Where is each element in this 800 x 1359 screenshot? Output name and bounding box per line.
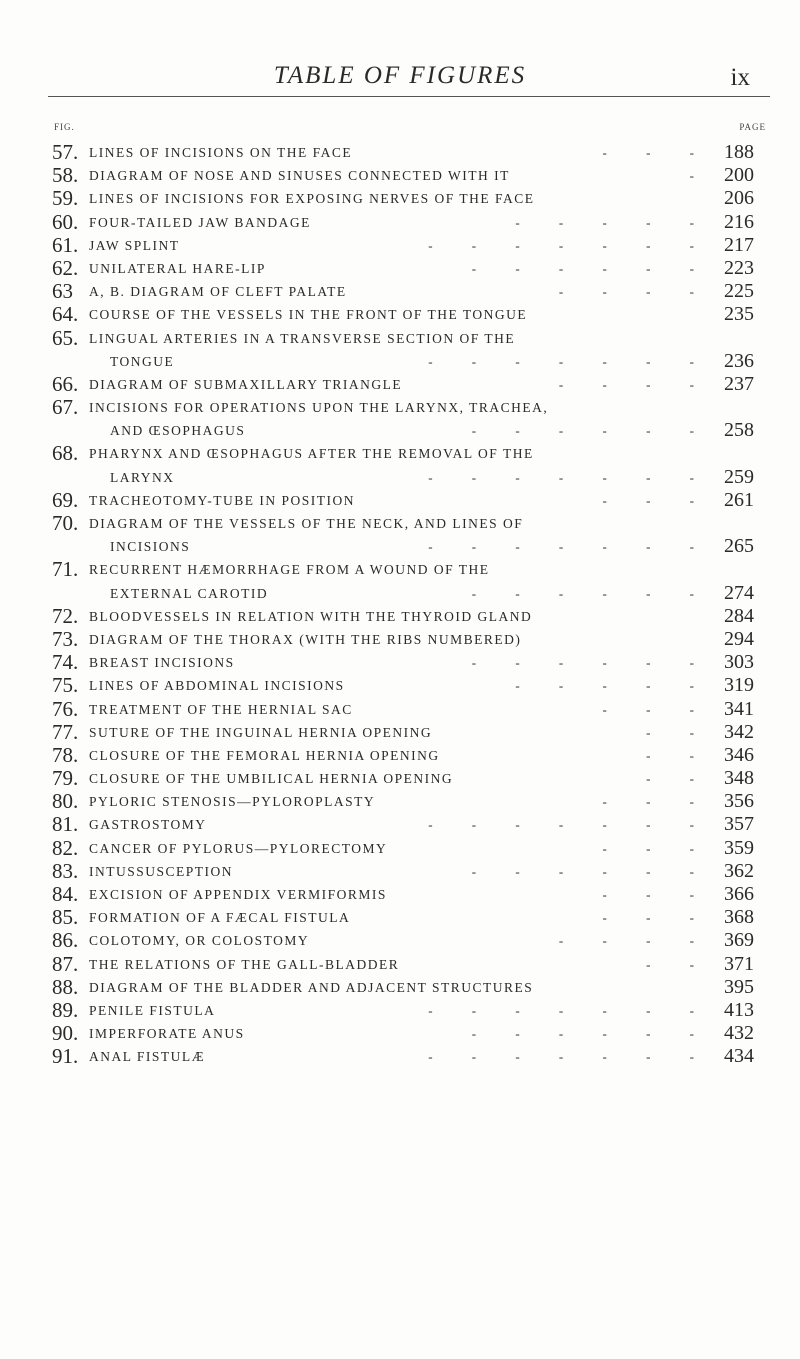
figure-number: 72. bbox=[52, 603, 79, 628]
figure-caption: UNILATERAL HARE-LIP bbox=[89, 260, 266, 276]
figure-entry bbox=[52, 698, 774, 721]
figure-entry-line bbox=[52, 535, 774, 558]
figure-entry-line bbox=[52, 953, 774, 976]
figure-caption: GASTROSTOMY bbox=[89, 817, 207, 833]
figure-number: 81. bbox=[52, 812, 79, 837]
figure-entry bbox=[52, 767, 774, 790]
figure-entry bbox=[52, 628, 774, 651]
figure-caption: DIAGRAM OF THE BLADDER AND ADJACENT STRUCTURES bbox=[89, 979, 534, 995]
figure-page-number: 216 bbox=[724, 210, 754, 233]
figure-entry bbox=[52, 605, 774, 628]
figure-entry bbox=[52, 211, 774, 234]
figure-number: 65. bbox=[52, 325, 79, 350]
figure-entry-line bbox=[52, 419, 774, 442]
figure-page-number: 303 bbox=[724, 651, 754, 674]
leader-dashes: - - - - - - bbox=[471, 863, 712, 879]
figure-caption: SUTURE OF THE INGUINAL HERNIA OPENING bbox=[89, 724, 433, 740]
figure-page-number: 217 bbox=[724, 233, 754, 256]
figure-entry-line bbox=[52, 466, 774, 489]
figure-number: 87. bbox=[52, 951, 79, 976]
figure-entry bbox=[52, 651, 774, 674]
figure-entry-line bbox=[52, 698, 774, 721]
figure-caption: TONGUE bbox=[110, 353, 175, 369]
figure-number: 62. bbox=[52, 255, 79, 280]
figure-number: 61. bbox=[52, 232, 79, 257]
figure-number: 77. bbox=[52, 719, 79, 744]
figure-caption: CANCER OF PYLORUS—PYLORECTOMY bbox=[89, 840, 388, 856]
figure-caption: TREATMENT OF THE HERNIAL SAC bbox=[89, 701, 353, 717]
figure-entry-line bbox=[52, 1045, 774, 1068]
figure-number: 64. bbox=[52, 302, 79, 327]
figure-caption: CLOSURE OF THE UMBILICAL HERNIA OPENING bbox=[89, 771, 454, 787]
leader-dashes: - - bbox=[646, 724, 712, 740]
figure-number: 85. bbox=[52, 905, 79, 930]
leader-dashes: - - - - - - bbox=[471, 423, 712, 439]
figure-number: 82. bbox=[52, 835, 79, 860]
figure-caption: AND ŒSOPHAGUS bbox=[110, 423, 246, 439]
figure-number: 79. bbox=[52, 766, 79, 791]
figure-entry bbox=[52, 327, 774, 373]
figure-caption: LINES OF INCISIONS ON THE FACE bbox=[89, 145, 353, 160]
figure-entry-line bbox=[52, 651, 774, 674]
figure-page-number: 206 bbox=[724, 187, 754, 210]
figure-caption: LINGUAL ARTERIES IN A TRANSVERSE SECTION OF THE bbox=[89, 330, 516, 346]
figure-entry bbox=[52, 489, 774, 512]
figure-page-number: 200 bbox=[724, 164, 754, 187]
figure-caption: FORMATION OF A FÆCAL FISTULA bbox=[89, 910, 351, 926]
figure-entry bbox=[52, 790, 774, 813]
figure-caption: FOUR-TAILED JAW BANDAGE bbox=[89, 214, 311, 230]
figure-entry bbox=[52, 906, 774, 929]
leader-dashes: - - - - - bbox=[515, 678, 712, 694]
figure-page-number: 188 bbox=[724, 141, 754, 163]
figure-page-number: 265 bbox=[724, 535, 754, 558]
figure-entry-line bbox=[52, 327, 774, 350]
figure-number: 58. bbox=[52, 163, 79, 188]
figure-entry-line bbox=[52, 999, 774, 1022]
leader-dashes: - - - - bbox=[558, 376, 712, 392]
figure-entry-line bbox=[52, 350, 774, 373]
page-column-heading: PAGE bbox=[739, 122, 766, 132]
figure-caption: PHARYNX AND ŒSOPHAGUS AFTER THE REMOVAL OF THE bbox=[89, 446, 534, 462]
figure-entry-line bbox=[52, 303, 774, 326]
figure-caption: TRACHEOTOMY-TUBE IN POSITION bbox=[89, 492, 355, 508]
leader-dashes: - - - - - - - bbox=[428, 353, 712, 369]
figure-page-number: 236 bbox=[724, 349, 754, 372]
figure-caption: ANAL FISTULÆ bbox=[89, 1049, 206, 1065]
figure-caption: DIAGRAM OF NOSE AND SINUSES CONNECTED WITH IT bbox=[89, 168, 510, 184]
figure-caption: JAW SPLINT bbox=[89, 237, 180, 253]
figure-entry-line bbox=[52, 767, 774, 790]
figure-entry-line bbox=[52, 721, 774, 744]
leader-dashes: - - - - - - - bbox=[428, 539, 712, 555]
figure-entry bbox=[52, 512, 774, 558]
figure-number: 75. bbox=[52, 673, 79, 698]
figure-entry-line bbox=[52, 744, 774, 767]
figure-entry-line bbox=[52, 605, 774, 628]
figure-entry bbox=[52, 744, 774, 767]
figure-entry-line bbox=[52, 164, 774, 187]
figure-page-number: 294 bbox=[724, 627, 754, 650]
figure-page-number: 319 bbox=[724, 674, 754, 697]
figure-caption: PENILE FISTULA bbox=[89, 1002, 216, 1018]
leader-dashes: - - - - - bbox=[515, 214, 712, 230]
figure-caption: DIAGRAM OF THE THORAX (WITH THE RIBS NUMBERED) bbox=[89, 631, 522, 647]
figure-caption: LARYNX bbox=[110, 469, 175, 485]
figure-entry bbox=[52, 1045, 774, 1068]
figure-page-number: 341 bbox=[724, 697, 754, 720]
figure-entry bbox=[52, 257, 774, 280]
figure-caption: LINES OF ABDOMINAL INCISIONS bbox=[89, 678, 345, 694]
figure-entry-line bbox=[52, 976, 774, 999]
running-title: TABLE OF FIGURES bbox=[273, 62, 527, 89]
figure-entry-line bbox=[52, 1022, 774, 1045]
figure-number: 90. bbox=[52, 1021, 79, 1046]
leader-dashes: - - - bbox=[602, 840, 712, 856]
figure-page-number: 223 bbox=[724, 256, 754, 279]
figure-caption: EXTERNAL CAROTID bbox=[110, 585, 269, 601]
leader-dashes: - - - - - - - bbox=[428, 469, 712, 485]
figure-entry bbox=[52, 234, 774, 257]
leader-dashes: - - - bbox=[602, 492, 712, 508]
figure-entry-line bbox=[52, 906, 774, 929]
figure-entry-line bbox=[52, 489, 774, 512]
figure-number: 68. bbox=[52, 441, 79, 466]
figure-entry-line bbox=[52, 187, 774, 210]
figure-number: 71. bbox=[52, 557, 79, 582]
figure-entry bbox=[52, 558, 774, 604]
figure-caption: EXCISION OF APPENDIX VERMIFORMIS bbox=[89, 887, 387, 902]
figure-entry-line bbox=[52, 628, 774, 651]
figure-entry bbox=[52, 141, 774, 164]
figure-page-number: 348 bbox=[724, 767, 754, 790]
figure-page-number: 434 bbox=[724, 1045, 754, 1068]
figure-page-number: 259 bbox=[724, 465, 754, 488]
figure-caption: LINES OF INCISIONS FOR EXPOSING NERVES OF THE FACE bbox=[89, 191, 535, 207]
figure-number: 66. bbox=[52, 371, 79, 396]
leader-dashes: - - - bbox=[602, 910, 712, 926]
figure-page-number: 357 bbox=[724, 813, 754, 836]
leader-dashes: - - - bbox=[602, 701, 712, 717]
fig-column-heading: FIG. bbox=[54, 122, 75, 132]
figure-entry bbox=[52, 442, 774, 488]
figure-caption: COURSE OF THE VESSELS IN THE FRONT OF THE TONGUE bbox=[89, 307, 528, 323]
figure-number: 73. bbox=[52, 626, 79, 651]
column-headings bbox=[54, 122, 770, 136]
figure-number: 69. bbox=[52, 487, 79, 512]
leader-dashes: - bbox=[689, 168, 712, 184]
figure-entry-line bbox=[52, 860, 774, 883]
figure-entry bbox=[52, 280, 774, 303]
figure-entry-line bbox=[52, 211, 774, 234]
figure-entry-line bbox=[52, 813, 774, 836]
figure-entry-line bbox=[52, 373, 774, 396]
figure-page-number: 432 bbox=[724, 1022, 754, 1045]
figure-entry-line bbox=[52, 837, 774, 860]
figure-caption: INTUSSUSCEPTION bbox=[89, 863, 234, 879]
figure-page-number: 368 bbox=[724, 906, 754, 929]
figure-page-number: 258 bbox=[724, 419, 754, 442]
figure-entry-line bbox=[52, 929, 774, 952]
figure-number: 70. bbox=[52, 511, 79, 535]
leader-dashes: - - bbox=[646, 771, 712, 787]
figure-entry bbox=[52, 187, 774, 210]
figure-caption: INCISIONS FOR OPERATIONS UPON THE LARYNX, TRACHEA, bbox=[89, 400, 549, 416]
leader-dashes: - - - - - - bbox=[471, 260, 712, 276]
figure-entry bbox=[52, 303, 774, 326]
figure-entry-line bbox=[52, 396, 774, 419]
leader-dashes: - - - - - - bbox=[471, 1026, 712, 1042]
leader-dashes: - - bbox=[646, 956, 712, 972]
page-number: ix bbox=[730, 64, 750, 91]
figure-caption: COLOTOMY, OR COLOSTOMY bbox=[89, 933, 310, 949]
figure-number: 59. bbox=[52, 186, 79, 211]
figure-page-number: 274 bbox=[724, 581, 754, 604]
leader-dashes: - - - - - - - bbox=[428, 1002, 712, 1018]
figure-number: 86. bbox=[52, 928, 79, 953]
figure-entry-line bbox=[52, 257, 774, 280]
figure-number: 80. bbox=[52, 789, 79, 814]
figure-page-number: 261 bbox=[724, 488, 754, 511]
leader-dashes: - - - - - - bbox=[471, 655, 712, 671]
figure-entry-line bbox=[52, 674, 774, 697]
leader-dashes: - - - - bbox=[558, 933, 712, 949]
figure-entry-line bbox=[52, 582, 774, 605]
figure-entry bbox=[52, 164, 774, 187]
figure-caption: BLOODVESSELS IN RELATION WITH THE THYROID GLAND bbox=[89, 608, 533, 624]
figure-entry bbox=[52, 373, 774, 396]
figure-page-number: 395 bbox=[724, 975, 754, 998]
figure-entry bbox=[52, 883, 774, 906]
figure-number: 89. bbox=[52, 997, 79, 1022]
figure-page-number: 371 bbox=[724, 952, 754, 975]
figure-number: 60. bbox=[52, 209, 79, 234]
figure-caption: DIAGRAM OF SUBMAXILLARY TRIANGLE bbox=[89, 376, 403, 392]
figure-entry-line bbox=[52, 512, 774, 535]
figure-entry-line bbox=[52, 234, 774, 257]
figure-entry bbox=[52, 976, 774, 999]
figure-entry bbox=[52, 929, 774, 952]
figure-entry-line bbox=[52, 883, 774, 906]
figure-page-number: 237 bbox=[724, 372, 754, 395]
figure-page-number: 413 bbox=[724, 998, 754, 1021]
figure-entry bbox=[52, 674, 774, 697]
figure-caption: THE RELATIONS OF THE GALL-BLADDER bbox=[89, 956, 400, 972]
figure-caption: PYLORIC STENOSIS—PYLOROPLASTY bbox=[89, 794, 376, 810]
figure-page-number: 284 bbox=[724, 604, 754, 627]
page-header bbox=[0, 62, 800, 102]
figure-page-number: 342 bbox=[724, 720, 754, 743]
figure-caption: CLOSURE OF THE FEMORAL HERNIA OPENING bbox=[89, 747, 440, 763]
leader-dashes: - - - - - - bbox=[471, 585, 712, 601]
figure-entry-line bbox=[52, 558, 774, 581]
figure-page-number: 369 bbox=[724, 929, 754, 952]
figure-entry-line bbox=[52, 442, 774, 465]
figure-number: 63 bbox=[52, 279, 73, 304]
figure-page-number: 362 bbox=[724, 859, 754, 882]
figure-caption: BREAST INCISIONS bbox=[89, 655, 235, 671]
leader-dashes: - - - - - - - bbox=[428, 1049, 712, 1065]
header-rule bbox=[48, 96, 770, 97]
figure-entry bbox=[52, 813, 774, 836]
leader-dashes: - - - - - - - bbox=[428, 817, 712, 833]
figure-entry bbox=[52, 860, 774, 883]
figure-caption: A, B. DIAGRAM OF CLEFT PALATE bbox=[89, 284, 347, 300]
figure-page-number: 346 bbox=[724, 743, 754, 766]
figure-number: 88. bbox=[52, 974, 79, 999]
figure-number: 74. bbox=[52, 650, 79, 675]
figure-entry-line bbox=[52, 790, 774, 813]
leader-dashes: - - - - - - - bbox=[428, 237, 712, 253]
figure-number: 76. bbox=[52, 696, 79, 721]
figure-entry bbox=[52, 396, 774, 442]
figure-entry bbox=[52, 837, 774, 860]
figure-entry bbox=[52, 953, 774, 976]
figure-page-number: 225 bbox=[724, 280, 754, 303]
figure-caption: RECURRENT HÆMORRHAGE FROM A WOUND OF THE bbox=[89, 562, 490, 578]
figure-list bbox=[52, 141, 774, 1069]
figure-entry bbox=[52, 721, 774, 744]
figure-number: 57. bbox=[52, 140, 79, 164]
figure-caption: DIAGRAM OF THE VESSELS OF THE NECK, AND LINES OF bbox=[89, 516, 524, 531]
figure-page-number: 366 bbox=[724, 883, 754, 905]
figure-number: 78. bbox=[52, 742, 79, 767]
figure-entry bbox=[52, 1022, 774, 1045]
leader-dashes: - - - bbox=[602, 794, 712, 810]
leader-dashes: - - bbox=[646, 747, 712, 763]
leader-dashes: - - - bbox=[602, 887, 712, 902]
leader-dashes: - - - bbox=[602, 145, 712, 160]
figure-entry-line bbox=[52, 141, 774, 164]
figure-page-number: 235 bbox=[724, 303, 754, 326]
figure-page-number: 359 bbox=[724, 836, 754, 859]
figure-number: 91. bbox=[52, 1044, 79, 1069]
leader-dashes: - - - - bbox=[558, 284, 712, 300]
figure-number: 67. bbox=[52, 395, 79, 420]
figure-entry-line bbox=[52, 280, 774, 303]
figure-caption: IMPERFORATE ANUS bbox=[89, 1026, 245, 1042]
figure-entry bbox=[52, 999, 774, 1022]
figure-caption: INCISIONS bbox=[110, 539, 191, 555]
figure-number: 83. bbox=[52, 858, 79, 883]
figure-number: 84. bbox=[52, 882, 79, 906]
figure-page-number: 356 bbox=[724, 790, 754, 813]
